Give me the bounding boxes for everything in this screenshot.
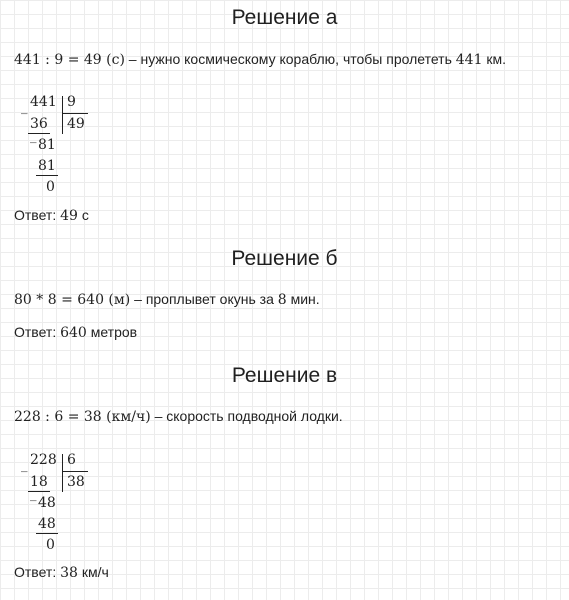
subtrahend-1: 18	[30, 474, 48, 490]
equation-distance: 441	[455, 52, 483, 68]
dividend: 441	[30, 94, 57, 110]
equation-numbers: 441 : 9 = 49 (с)	[14, 52, 125, 68]
equation-part-a	[14, 51, 506, 68]
heading-part-b: Решение б	[231, 247, 338, 270]
subtrahend-2: 81	[38, 158, 56, 174]
equation-unit: мин.	[286, 291, 320, 307]
remainder-1: 81	[38, 137, 56, 153]
quotient: 49	[67, 116, 85, 132]
answer-value: 640	[60, 325, 87, 341]
answer-unit: км/ч	[77, 564, 109, 580]
answer-label: Ответ:	[14, 564, 61, 580]
heading-part-a: Решение а	[231, 6, 338, 29]
equation-text: – скорость подводной лодки.	[150, 408, 343, 424]
underline-2	[36, 533, 58, 534]
minus-sign: _	[21, 458, 28, 473]
division-vertical-line	[62, 96, 63, 134]
divisor-underline	[62, 113, 88, 114]
equation-numbers: 80 * 8 = 640 (м)	[14, 292, 131, 308]
equation-time: 8	[277, 292, 287, 308]
dividend: 228	[30, 452, 57, 468]
minus-sign: _	[30, 129, 37, 144]
equation-part-c	[14, 408, 343, 425]
answer-value: 49	[60, 208, 78, 224]
answer-part-c	[14, 564, 109, 581]
divisor: 9	[67, 94, 76, 110]
equation-numbers: 228 : 6 = 38 (км/ч)	[14, 409, 151, 425]
answer-unit: метров	[86, 324, 138, 340]
quotient: 38	[67, 474, 85, 490]
equation-text: – проплывет окунь за	[130, 291, 278, 307]
answer-label: Ответ:	[14, 207, 61, 223]
remainder-final: 0	[46, 179, 55, 195]
division-vertical-line	[62, 454, 63, 492]
minus-sign: _	[30, 487, 37, 502]
remainder-1: 48	[38, 495, 56, 511]
divisor: 6	[67, 452, 76, 468]
answer-part-a	[14, 207, 89, 224]
subtrahend-2: 48	[38, 516, 56, 532]
answer-unit: с	[77, 207, 89, 223]
long-division-part-c	[14, 452, 134, 556]
divisor-underline	[62, 471, 88, 472]
subtrahend-1: 36	[30, 116, 48, 132]
answer-part-b	[14, 324, 137, 341]
equation-text: – нужно космическому кораблю, чтобы пролететь	[124, 51, 456, 67]
answer-value: 38	[60, 565, 78, 581]
heading-part-c: Решение в	[231, 364, 338, 387]
minus-sign: _	[21, 100, 28, 115]
equation-part-b	[14, 291, 320, 308]
long-division-part-a	[14, 94, 134, 198]
answer-label: Ответ:	[14, 324, 61, 340]
underline-2	[36, 175, 58, 176]
equation-unit: км.	[482, 51, 507, 67]
remainder-final: 0	[46, 537, 55, 553]
